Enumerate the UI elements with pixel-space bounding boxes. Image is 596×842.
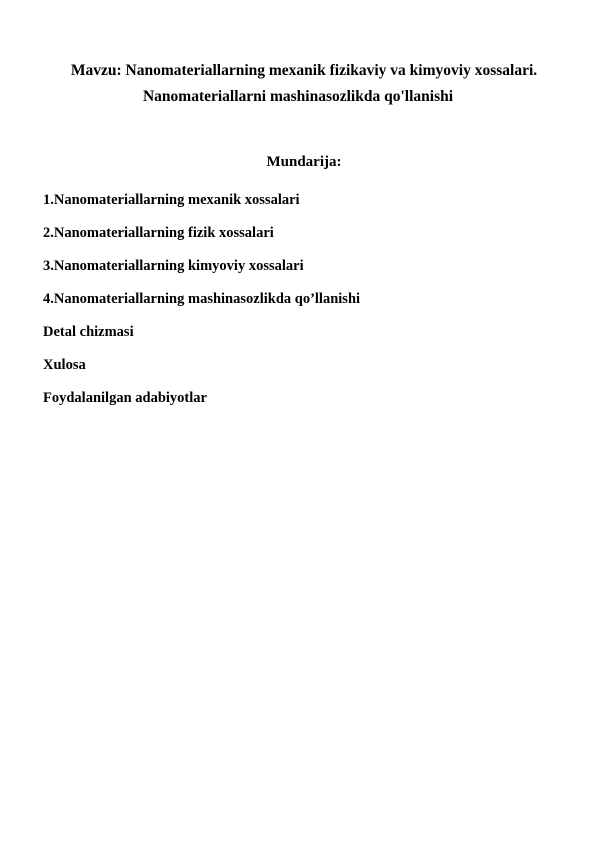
toc-item-4: 4.Nanomateriallarning mashinasozlikda qo’llanishi (43, 291, 361, 307)
toc-item-adabiyotlar: Foydalanilgan adabiyotlar (43, 390, 207, 406)
title-line-2: Nanomateriallarni mashinasozlikda qo'llanishi (142, 88, 454, 105)
title-line-1: Mavzu: Nanomateriallarning mexanik fizikaviy va kimyoviy xossalari. (70, 62, 538, 79)
toc-item-1: 1.Nanomateriallarning mexanik xossalari (43, 192, 300, 208)
document-title (0, 58, 596, 110)
toc-item-detal-chizmasi: Detal chizmasi (43, 324, 134, 340)
toc-item-xulosa: Xulosa (43, 357, 86, 373)
toc-item-2: 2.Nanomateriallarning fizik xossalari (43, 225, 274, 241)
toc-item-3: 3.Nanomateriallarning kimyoviy xossalari (43, 258, 304, 274)
toc-heading: Mundarija: (266, 154, 342, 170)
table-of-contents (43, 190, 360, 421)
